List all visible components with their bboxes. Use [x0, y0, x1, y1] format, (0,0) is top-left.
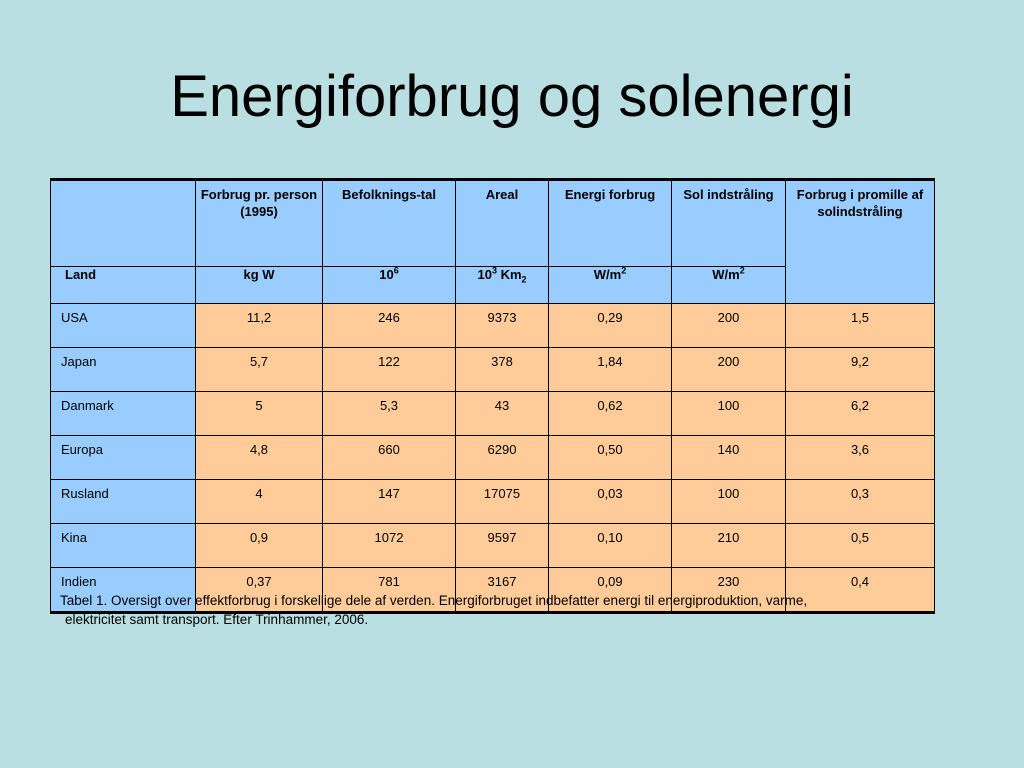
value-cell: 660: [323, 436, 456, 480]
table-row: [51, 304, 935, 348]
unit-forbrug: kg W: [196, 267, 323, 304]
value-cell: 43: [456, 392, 549, 436]
value-cell: 3,6: [786, 436, 935, 480]
caption-line-1: Tabel 1. Oversigt over effektforbrug i forskellige dele af verden. Energiforbruget indbefatter energi til energiproduktion, varme,: [60, 593, 808, 608]
value-cell: 9597: [456, 524, 549, 568]
table-caption: [60, 591, 880, 629]
country-cell: Danmark: [51, 392, 196, 436]
value-cell: 200: [672, 348, 786, 392]
value-cell: 210: [672, 524, 786, 568]
table-row: [51, 392, 935, 436]
value-cell: 5,7: [196, 348, 323, 392]
header-corner-cell: [51, 180, 196, 267]
value-cell: 1072: [323, 524, 456, 568]
value-cell: 378: [456, 348, 549, 392]
value-cell: 100: [672, 392, 786, 436]
value-cell: 0,37: [196, 568, 323, 613]
value-cell: 4: [196, 480, 323, 524]
value-cell: 0,5: [786, 524, 935, 568]
country-cell: Indien: [51, 568, 196, 613]
table-row: [51, 348, 935, 392]
table-row: [51, 436, 935, 480]
value-cell: 9373: [456, 304, 549, 348]
value-cell: 5,3: [323, 392, 456, 436]
value-cell: 11,2: [196, 304, 323, 348]
country-cell: Europa: [51, 436, 196, 480]
header-areal: Areal: [456, 180, 549, 267]
value-cell: 0,50: [549, 436, 672, 480]
value-cell: 1,5: [786, 304, 935, 348]
unit-areal: $10^3$ $Km_2$: [456, 267, 549, 304]
header-row: [51, 180, 935, 267]
value-cell: 9,2: [786, 348, 935, 392]
value-cell: 200: [672, 304, 786, 348]
value-cell: 0,3: [786, 480, 935, 524]
country-cell: Rusland: [51, 480, 196, 524]
value-cell: 6,2: [786, 392, 935, 436]
table-row: [51, 480, 935, 524]
value-cell: 246: [323, 304, 456, 348]
unit-energi: $W/m^2$: [549, 267, 672, 304]
caption-line-2: elektricitet samt transport. Efter Trinhammer, 2006.: [65, 612, 369, 627]
value-cell: 147: [323, 480, 456, 524]
value-cell: 230: [672, 568, 786, 613]
value-cell: 140: [672, 436, 786, 480]
value-cell: 0,4: [786, 568, 935, 613]
value-cell: 4,8: [196, 436, 323, 480]
table-row: [51, 524, 935, 568]
country-cell: Kina: [51, 524, 196, 568]
country-cell: Japan: [51, 348, 196, 392]
header-sol-indstraling: Sol indstråling: [672, 180, 786, 267]
header-forbrug: Forbrug pr. person (1995): [196, 180, 323, 267]
value-cell: 17075: [456, 480, 549, 524]
energy-table: [50, 178, 935, 614]
unit-sol: $W/m^2$: [672, 267, 786, 304]
value-cell: 5: [196, 392, 323, 436]
value-cell: 781: [323, 568, 456, 613]
value-cell: 0,62: [549, 392, 672, 436]
unit-befolkning: $10^6$: [323, 267, 456, 304]
value-cell: 0,03: [549, 480, 672, 524]
header-promille: Forbrug i promille af solindstråling: [786, 180, 935, 304]
value-cell: 100: [672, 480, 786, 524]
value-cell: 3167: [456, 568, 549, 613]
value-cell: 122: [323, 348, 456, 392]
value-cell: 0,9: [196, 524, 323, 568]
unit-land: Land: [51, 267, 196, 304]
value-cell: 1,84: [549, 348, 672, 392]
header-befolkning: Befolknings-tal: [323, 180, 456, 267]
value-cell: 6290: [456, 436, 549, 480]
country-cell: USA: [51, 304, 196, 348]
value-cell: 0,29: [549, 304, 672, 348]
slide-title: Energiforbrug og solenergi: [170, 64, 854, 129]
value-cell: 0,09: [549, 568, 672, 613]
value-cell: 0,10: [549, 524, 672, 568]
header-energi-forbrug: Energi forbrug: [549, 180, 672, 267]
